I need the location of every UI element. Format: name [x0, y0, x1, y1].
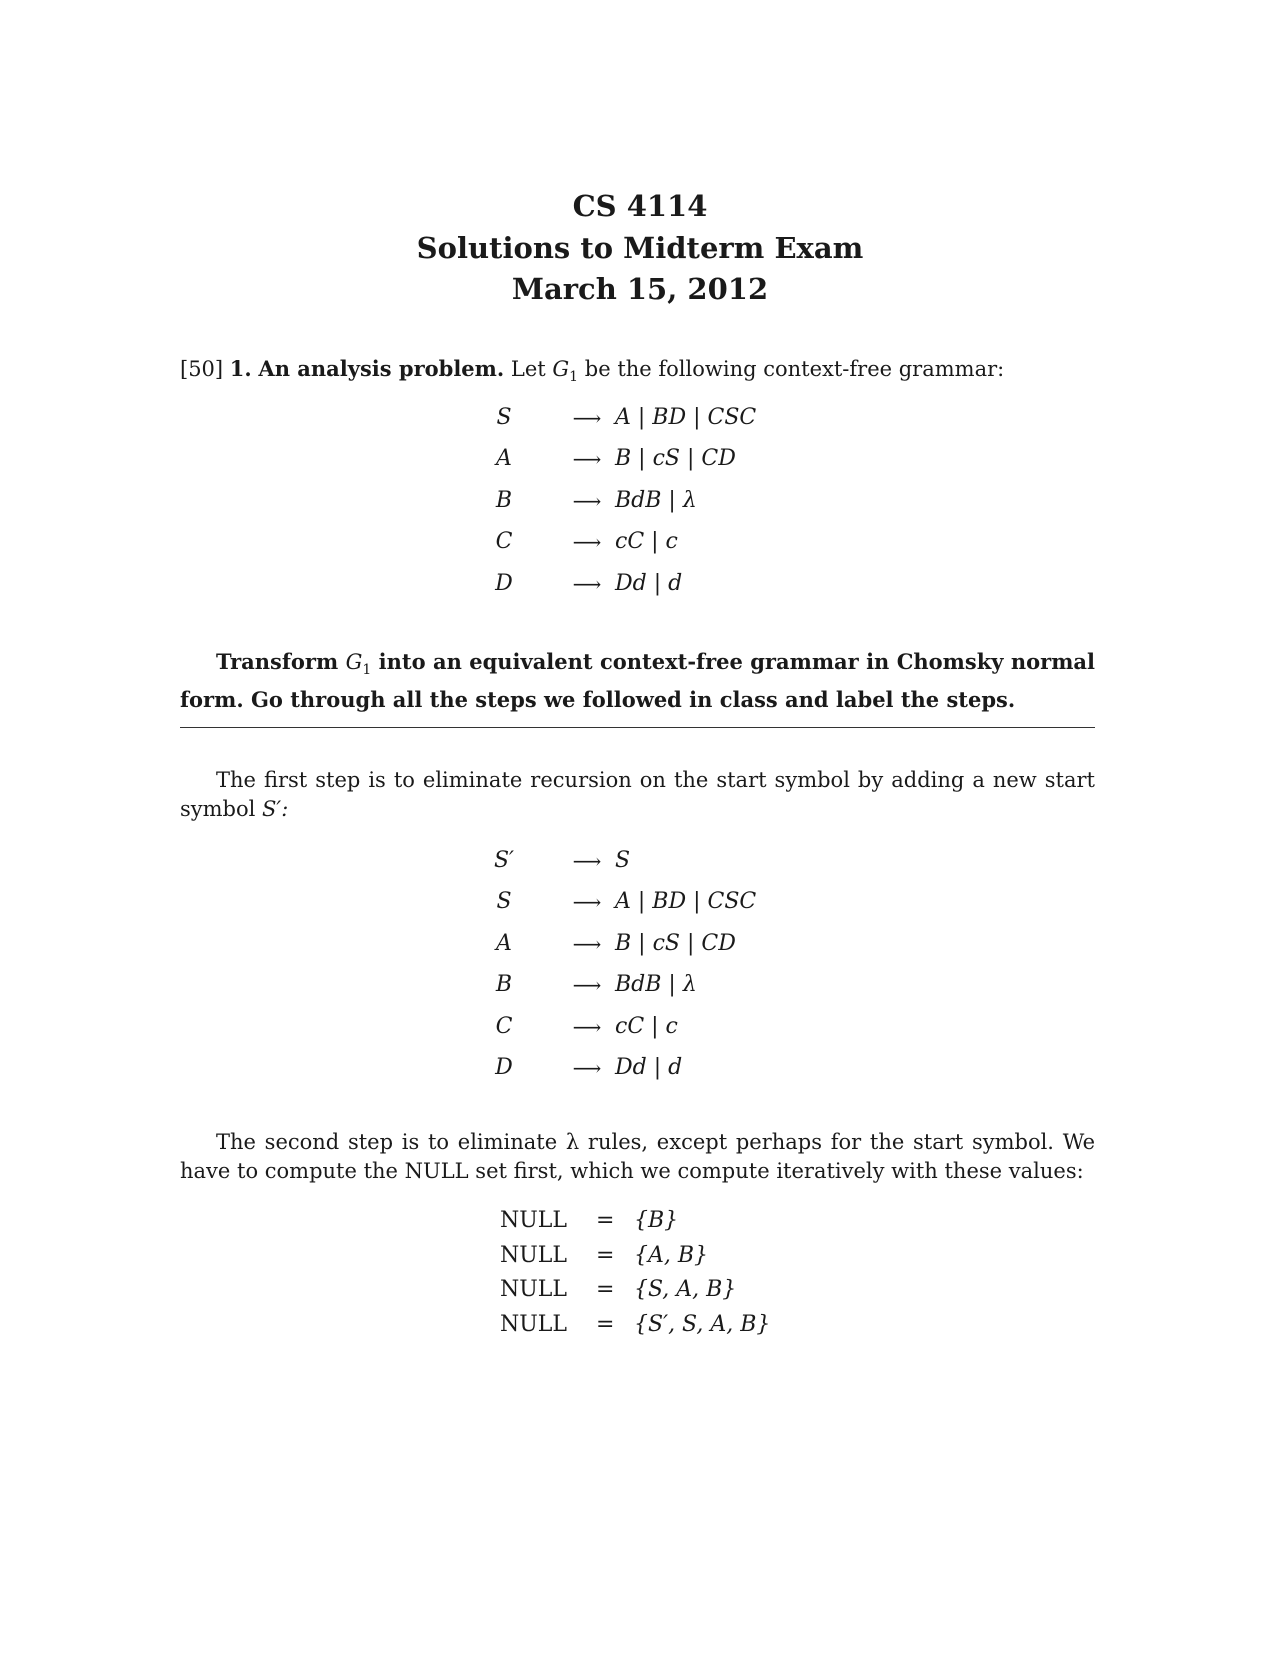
grammar-g1: [470, 405, 830, 612]
step1-production-row: [470, 1014, 830, 1055]
g1-production-row: [470, 529, 830, 570]
g1-production-row: [470, 488, 830, 529]
equals-sign: =: [596, 1277, 615, 1302]
null-label: NULL: [500, 1242, 568, 1268]
production-arrow: ⟶: [572, 488, 602, 513]
production-rhs: cC | c: [615, 529, 678, 555]
step1-production-row: [470, 931, 830, 972]
null-set-row: [500, 1312, 800, 1347]
production-lhs: S: [496, 405, 512, 430]
null-set-value: {S, A, B}: [634, 1277, 737, 1302]
step1-production-row: [470, 889, 830, 930]
problem-intro: [180, 354, 1095, 392]
production-lhs: C: [495, 529, 513, 555]
grammar-symbol: G: [552, 357, 570, 381]
production-rhs: BdB | λ: [615, 487, 697, 513]
null-set-value: {A, B}: [634, 1242, 709, 1268]
document-subtitle: Solutions to Midterm Exam: [416, 231, 864, 265]
null-set-value: {B}: [634, 1208, 679, 1233]
null-label: NULL: [500, 1208, 568, 1233]
production-arrow: ⟶: [572, 1014, 602, 1039]
equals-sign: =: [596, 1311, 615, 1337]
step1-paragraph: [180, 766, 1095, 824]
step1-new-start-symbol: S′:: [262, 797, 289, 821]
null-set-row: [500, 1208, 800, 1243]
null-set-row: [500, 1277, 800, 1312]
null-set-value: {S′, S, A, B}: [634, 1311, 771, 1337]
production-rhs: B | cS | CD: [615, 446, 736, 472]
g1-production-row: [470, 405, 830, 446]
production-rhs: A | BD | CSC: [615, 889, 757, 915]
null-label: NULL: [500, 1311, 568, 1337]
equals-sign: =: [596, 1208, 615, 1233]
null-set-row: [500, 1243, 800, 1278]
problem-task: [180, 647, 1095, 714]
step2-text: The second step is to eliminate λ rules, except perhaps for the start symbol. We have to compute the NULL set first, which we compute iteratively with these values:: [180, 1130, 1095, 1183]
null-set-iterations: [500, 1208, 800, 1346]
production-rhs: Dd | d: [615, 570, 683, 596]
production-rhs: cC | c: [615, 1013, 678, 1039]
production-lhs: S: [496, 889, 512, 915]
problem-points: [50]: [180, 357, 224, 381]
production-arrow: ⟶: [572, 890, 602, 915]
document-date: March 15, 2012: [511, 272, 769, 306]
production-lhs: D: [495, 570, 513, 596]
grammar-subscript: 1: [569, 369, 579, 386]
equals-sign: =: [596, 1242, 615, 1268]
problem-number: 1.: [229, 356, 252, 381]
task-post: into an equivalent context-free grammar in Chomsky normal form. Go through all the steps we followed in class and label the steps.: [180, 649, 1095, 713]
production-arrow: ⟶: [572, 406, 602, 430]
intro-post: be the following context-free grammar:: [584, 357, 1005, 381]
production-lhs: A: [496, 930, 512, 956]
production-lhs: C: [495, 1013, 513, 1039]
task-grammar-subscript: 1: [362, 662, 372, 679]
grammar-step1: [470, 848, 830, 1096]
step1-production-row: [470, 848, 830, 889]
production-arrow: ⟶: [572, 571, 602, 596]
intro-pre: Let: [510, 357, 546, 381]
production-lhs: D: [495, 1054, 513, 1080]
production-lhs: B: [495, 487, 513, 513]
g1-production-row: [470, 571, 830, 612]
production-rhs: BdB | λ: [615, 972, 697, 998]
production-arrow: ⟶: [572, 530, 602, 555]
section-divider: [180, 727, 1095, 728]
production-arrow: ⟶: [572, 1055, 602, 1080]
production-lhs: S′: [493, 848, 515, 873]
production-arrow: ⟶: [572, 849, 602, 873]
production-lhs: B: [495, 972, 513, 998]
g1-production-row: [470, 446, 830, 487]
production-lhs: A: [496, 446, 512, 472]
production-arrow: ⟶: [572, 931, 602, 956]
production-rhs: Dd | d: [615, 1054, 683, 1080]
step1-production-row: [470, 1055, 830, 1096]
task-grammar-symbol: G: [345, 650, 363, 674]
step2-paragraph: [180, 1128, 1095, 1186]
production-arrow: ⟶: [572, 447, 602, 472]
null-label: NULL: [500, 1277, 568, 1302]
step1-text: The first step is to eliminate recursion on the start symbol by adding a new start symbol: [180, 768, 1095, 821]
production-rhs: B | cS | CD: [615, 930, 736, 956]
task-pre: Transform: [216, 649, 339, 674]
course-title: CS 4114: [572, 189, 708, 223]
production-rhs: A | BD | CSC: [615, 405, 757, 430]
production-arrow: ⟶: [572, 973, 602, 998]
step1-production-row: [470, 972, 830, 1013]
problem-heading: An analysis problem.: [258, 356, 505, 381]
production-rhs: S: [615, 848, 631, 873]
